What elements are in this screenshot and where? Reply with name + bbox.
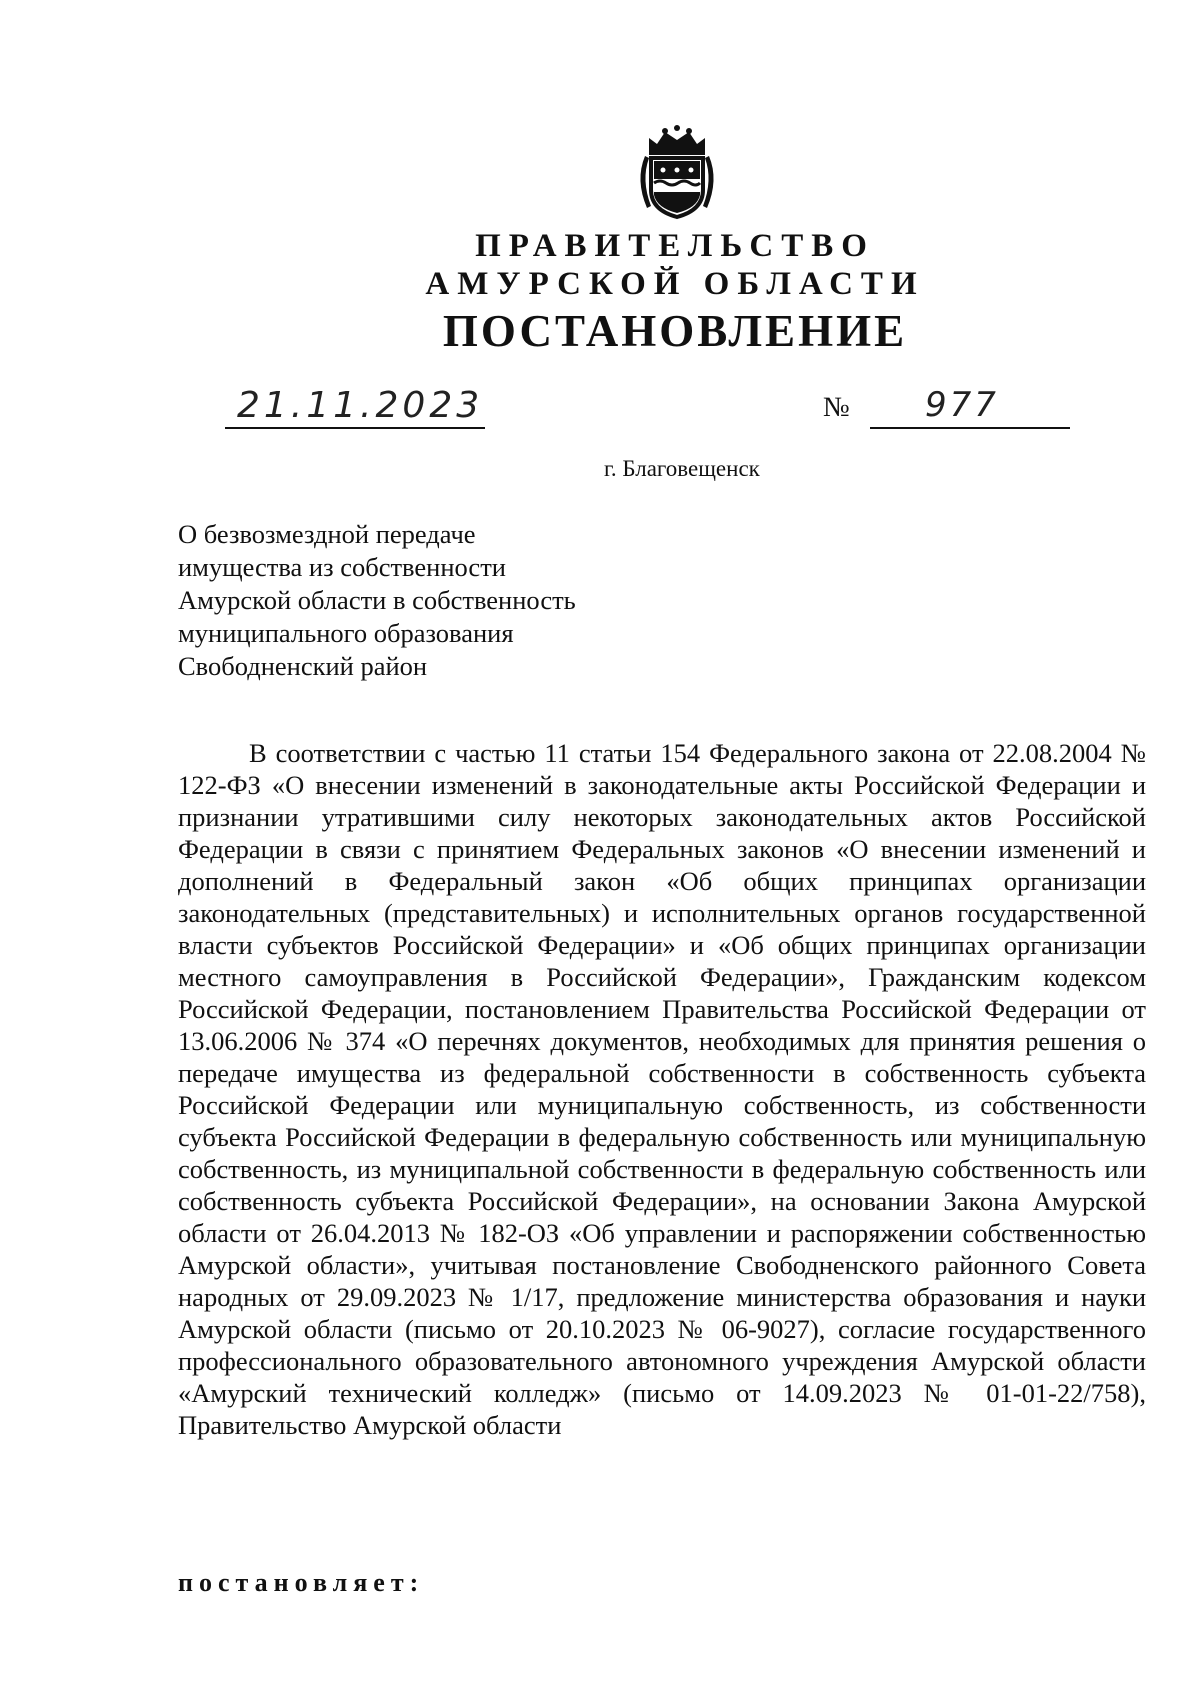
government-name-line-1: ПРАВИТЕЛЬСТВО <box>475 228 875 264</box>
amur-oblast-coat-of-arms-icon <box>627 120 727 220</box>
document-subject <box>178 518 698 683</box>
handwritten-number: 977 <box>925 385 999 425</box>
number-label: № <box>823 392 850 423</box>
government-name-line-2: АМУРСКОЙ ОБЛАСТИ <box>425 266 925 302</box>
subject-line: имущества из собственности <box>178 552 506 582</box>
body-paragraph: В соответствии с частью 11 статьи 154 Федерального закона от 22.08.2004 № 122-ФЗ «О внесении изменений в законодательные акты Российской Федерации и признании утратившими силу некоторых законодательных актов Российской Федерации в связи с принятием Федеральных законов «О внесении изменений и дополнений в Федеральный закон «Об общих принципах организации законодательных (представительных) и исполнительных органов государственной власти субъектов Российской Федерации» и «Об общих принципах организации местного самоуправления в Российской Федерации», Гражданским кодексом Российской Федерации, постановлением Правительства Российской Федерации от 13.06.2006 № 374 «О перечнях документов, необходимых для принятия решения о передаче имущества из федеральной собственности в собственность субъекта Российской Федерации или муниципальную собственность, из собственности субъекта Российской Федерации в федеральную собственность или муниципальную собственность, из муниципальной собственности в федеральную собственность или собственность субъекта Российской Федерации», на основании Закона Амурской области от 26.04.2013 № 182-ОЗ «Об управлении и распоряжении собственностью Амурской области», учитывая постановление Свободненского районного Совета народных от 29.09.2023 № 1/17, предложение министерства образования и науки Амурской области (письмо от 20.10.2023 № 06-9027), согласие государственного профессионального образовательного автономного учреждения Амурской области «Амурский технический колледж» (письмо от 14.09.2023 № 01-01-22/758), Правительство Амурской области <box>178 738 1146 1440</box>
handwritten-date: 21.11.2023 <box>237 385 484 426</box>
number-field <box>870 385 1070 429</box>
subject-line: О безвозмездной передаче <box>178 519 476 549</box>
subject-line: муниципального образования <box>178 618 514 648</box>
resolves-word: постановляет: <box>178 1568 425 1597</box>
subject-line: Свободненский район <box>178 651 428 681</box>
date-field <box>225 385 485 429</box>
subject-line: Амурской области в собственность <box>178 585 576 615</box>
document-type-title: ПОСТАНОВЛЕНИЕ <box>442 306 908 356</box>
city-name: г. Благовещенск <box>604 456 760 481</box>
